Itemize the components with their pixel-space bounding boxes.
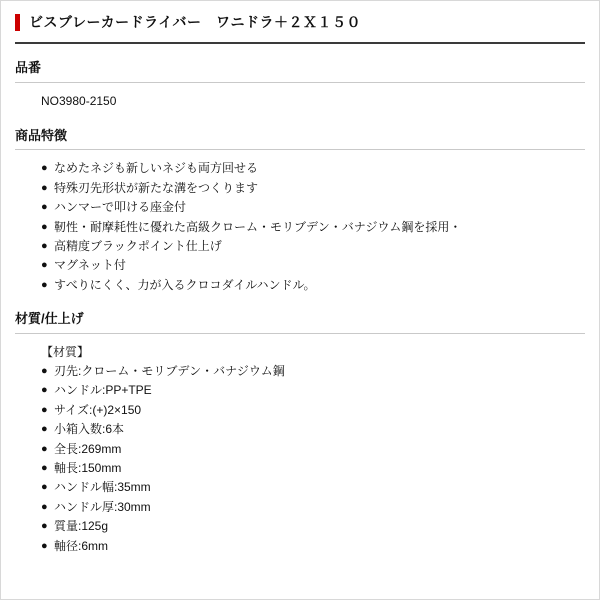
section-body-features (15, 150, 585, 295)
material-list (41, 362, 585, 556)
bullet-icon: ● (41, 364, 48, 377)
list-item (41, 159, 585, 178)
list-item-label: 小箱入数:6本 (54, 422, 125, 437)
list-item (41, 198, 585, 217)
list-item-label: ハンドル:PP+TPE (54, 383, 152, 398)
feature-list (41, 159, 585, 295)
list-item (41, 440, 585, 459)
bullet-icon: ● (41, 384, 48, 397)
list-item-label: なめたネジも新しいネジも両方回せる (54, 161, 259, 176)
list-item (41, 276, 585, 295)
bullet-icon: ● (41, 500, 48, 513)
list-item-label: 特殊刃先形状が新たな溝をつくります (54, 180, 259, 195)
bullet-icon: ● (41, 239, 48, 252)
bullet-icon: ● (41, 259, 48, 272)
bullet-icon: ● (41, 520, 48, 533)
bullet-icon: ● (41, 423, 48, 436)
list-item (41, 498, 585, 517)
list-item-label: 高精度ブラックポイント仕上げ (54, 238, 222, 253)
list-item-label: ハンドル幅:35mm (54, 480, 151, 495)
list-item-label: すべりにくく、力が入るクロコダイルハンドル。 (54, 277, 316, 292)
list-item (41, 362, 585, 381)
page-title-bar (15, 1, 585, 42)
page-title: ビスブレーカードライバー ワニドラ＋２Ｘ１５０ (29, 14, 361, 31)
bullet-icon: ● (41, 162, 48, 175)
document-content (1, 60, 599, 556)
list-item (41, 381, 585, 400)
section-heading-part-number: 品番 (15, 60, 42, 75)
bullet-icon: ● (41, 539, 48, 552)
section-material-finish (15, 311, 585, 556)
list-item-label: 靭性・耐摩耗性に優れた高級クローム・モリブデン・バナジウム鋼を採用・ (54, 219, 462, 234)
bullet-icon: ● (41, 220, 48, 233)
section-heading-features: 商品特徴 (15, 127, 68, 143)
bullet-icon: ● (41, 201, 48, 214)
bullet-icon: ● (41, 403, 48, 416)
title-accent-bar (15, 14, 20, 31)
list-item (41, 237, 585, 256)
list-item-label: マグネット付 (54, 258, 126, 273)
bullet-icon: ● (41, 442, 48, 455)
list-item-label: 刃先:クローム・モリブデン・バナジウム鋼 (54, 363, 285, 378)
list-item (41, 420, 585, 439)
section-features (15, 128, 585, 296)
section-part-number (15, 60, 585, 112)
list-item (41, 218, 585, 237)
bullet-icon: ● (41, 278, 48, 291)
list-item (41, 537, 585, 556)
list-item-label: ハンドル厚:30mm (54, 499, 151, 514)
part-number-value: NO3980-2150 (41, 93, 117, 108)
list-item (41, 517, 585, 536)
list-item-label: サイズ:(+)2×150 (54, 402, 142, 417)
list-item-label: 軸径:6mm (54, 538, 109, 553)
list-item (41, 256, 585, 275)
section-body-material-finish (15, 334, 585, 556)
bullet-icon: ● (41, 481, 48, 494)
list-item (41, 478, 585, 497)
bullet-icon: ● (41, 181, 48, 194)
list-item (41, 179, 585, 198)
list-item-label: 質量:125g (54, 519, 109, 534)
list-item (41, 401, 585, 420)
section-body-part-number (15, 83, 585, 112)
section-heading-material-finish: 材質/仕上げ (15, 311, 84, 327)
material-group-label: 【材質】 (41, 344, 90, 359)
list-item-label: 軸長:150mm (54, 461, 122, 476)
title-divider (15, 42, 585, 44)
list-item-label: 全長:269mm (54, 441, 122, 456)
list-item-label: ハンマーで叩ける座金付 (54, 200, 187, 215)
bullet-icon: ● (41, 462, 48, 475)
list-item (41, 459, 585, 478)
